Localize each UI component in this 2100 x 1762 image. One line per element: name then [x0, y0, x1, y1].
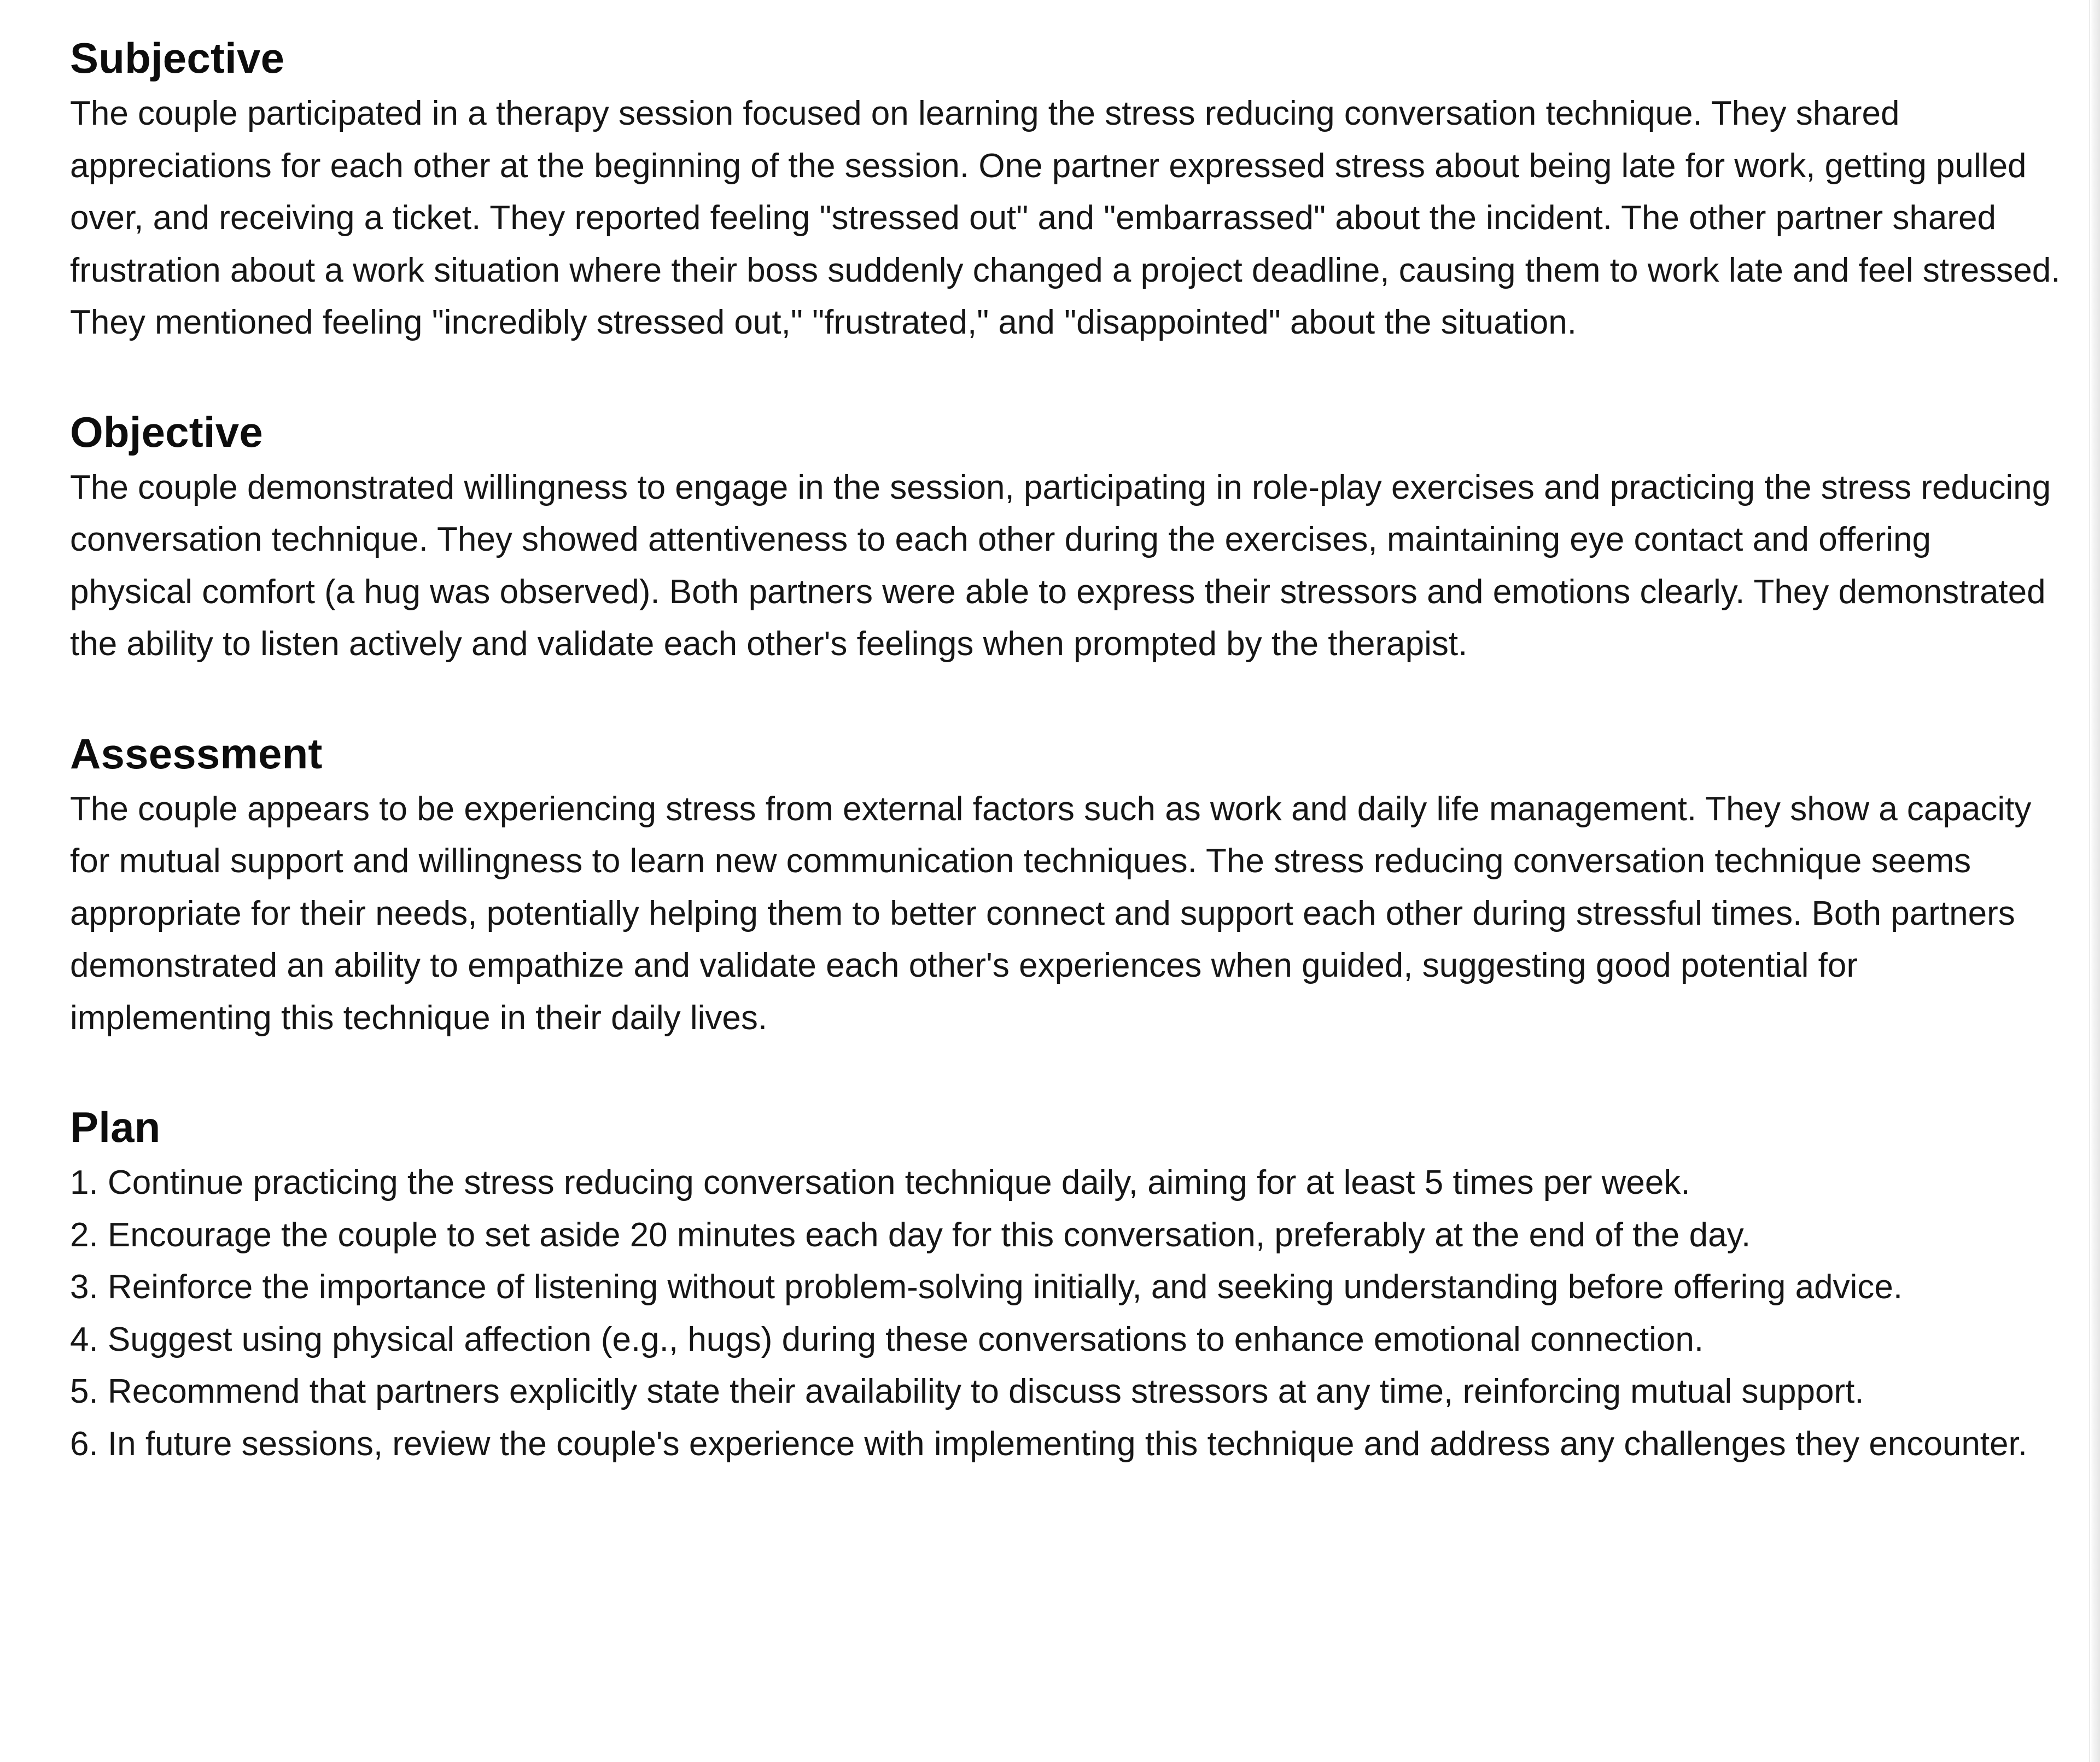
scroll-edge — [2089, 0, 2100, 1762]
plan-item: 4. Suggest using physical affection (e.g., hugs) during these conversations to enhance emotional connection. — [70, 1320, 1704, 1358]
plan-list — [70, 1157, 2061, 1470]
soap-note-content — [70, 26, 2061, 1470]
assessment-section — [70, 722, 2061, 1045]
plan-item: 5. Recommend that partners explicitly state their availability to discuss stressors at any time, reinforcing mutual support. — [70, 1373, 1864, 1410]
assessment-text: The couple appears to be experiencing stress from external factors such as work and daily life management. They show a capacity for mutual support and willingness to learn new communication techniques. The stress reducing conversation technique seems appropriate for their needs, potentially helping them to better connect and support each other during stressful times. Both partners demonstrated an ability to empathize and validate each other's experiences when guided, suggesting good potential for implementing this technique in their daily lives. — [70, 790, 2032, 1037]
subjective-section — [70, 26, 2061, 349]
objective-heading: Objective — [70, 407, 263, 456]
plan-item: 3. Reinforce the importance of listening without problem-solving initially, and seeking understanding before offering advice. — [70, 1268, 1903, 1306]
plan-item: 2. Encourage the couple to set aside 20 minutes each day for this conversation, preferably at the end of the day. — [70, 1216, 1751, 1254]
plan-heading: Plan — [70, 1103, 161, 1151]
plan-section — [70, 1095, 2061, 1470]
plan-item: 6. In future sessions, review the couple's experience with implementing this technique and address any challenges they encounter. — [70, 1425, 2027, 1463]
subjective-heading: Subjective — [70, 34, 285, 82]
objective-text: The couple demonstrated willingness to engage in the session, participating in role-play exercises and practicing the stress reducing conversation technique. They showed attentiveness to each other during the exercises, maintaining eye contact and offering physical comfort (a hug was observed). Both partners were able to express their stressors and emotions clearly. They demonstrated the ability to listen actively and validate each other's feelings when prompted by the therapist. — [70, 468, 2051, 663]
assessment-heading: Assessment — [70, 729, 323, 778]
plan-item: 1. Continue practicing the stress reducing conversation technique daily, aiming for at least 5 times per week. — [70, 1164, 1690, 1201]
subjective-text: The couple participated in a therapy session focused on learning the stress reducing conversation technique. They shared appreciations for each other at the beginning of the session. One partner expressed stress about being late for work, getting pulled over, and receiving a ticket. They reported feeling "stressed out" and "embarrassed" about the incident. The other partner shared frustration about a work situation where their boss suddenly changed a project deadline, causing them to work late and feel stressed. They mentioned feeling "incredibly stressed out," "frustrated," and "disappointed" about the situation. — [70, 95, 2061, 341]
objective-section — [70, 400, 2061, 670]
